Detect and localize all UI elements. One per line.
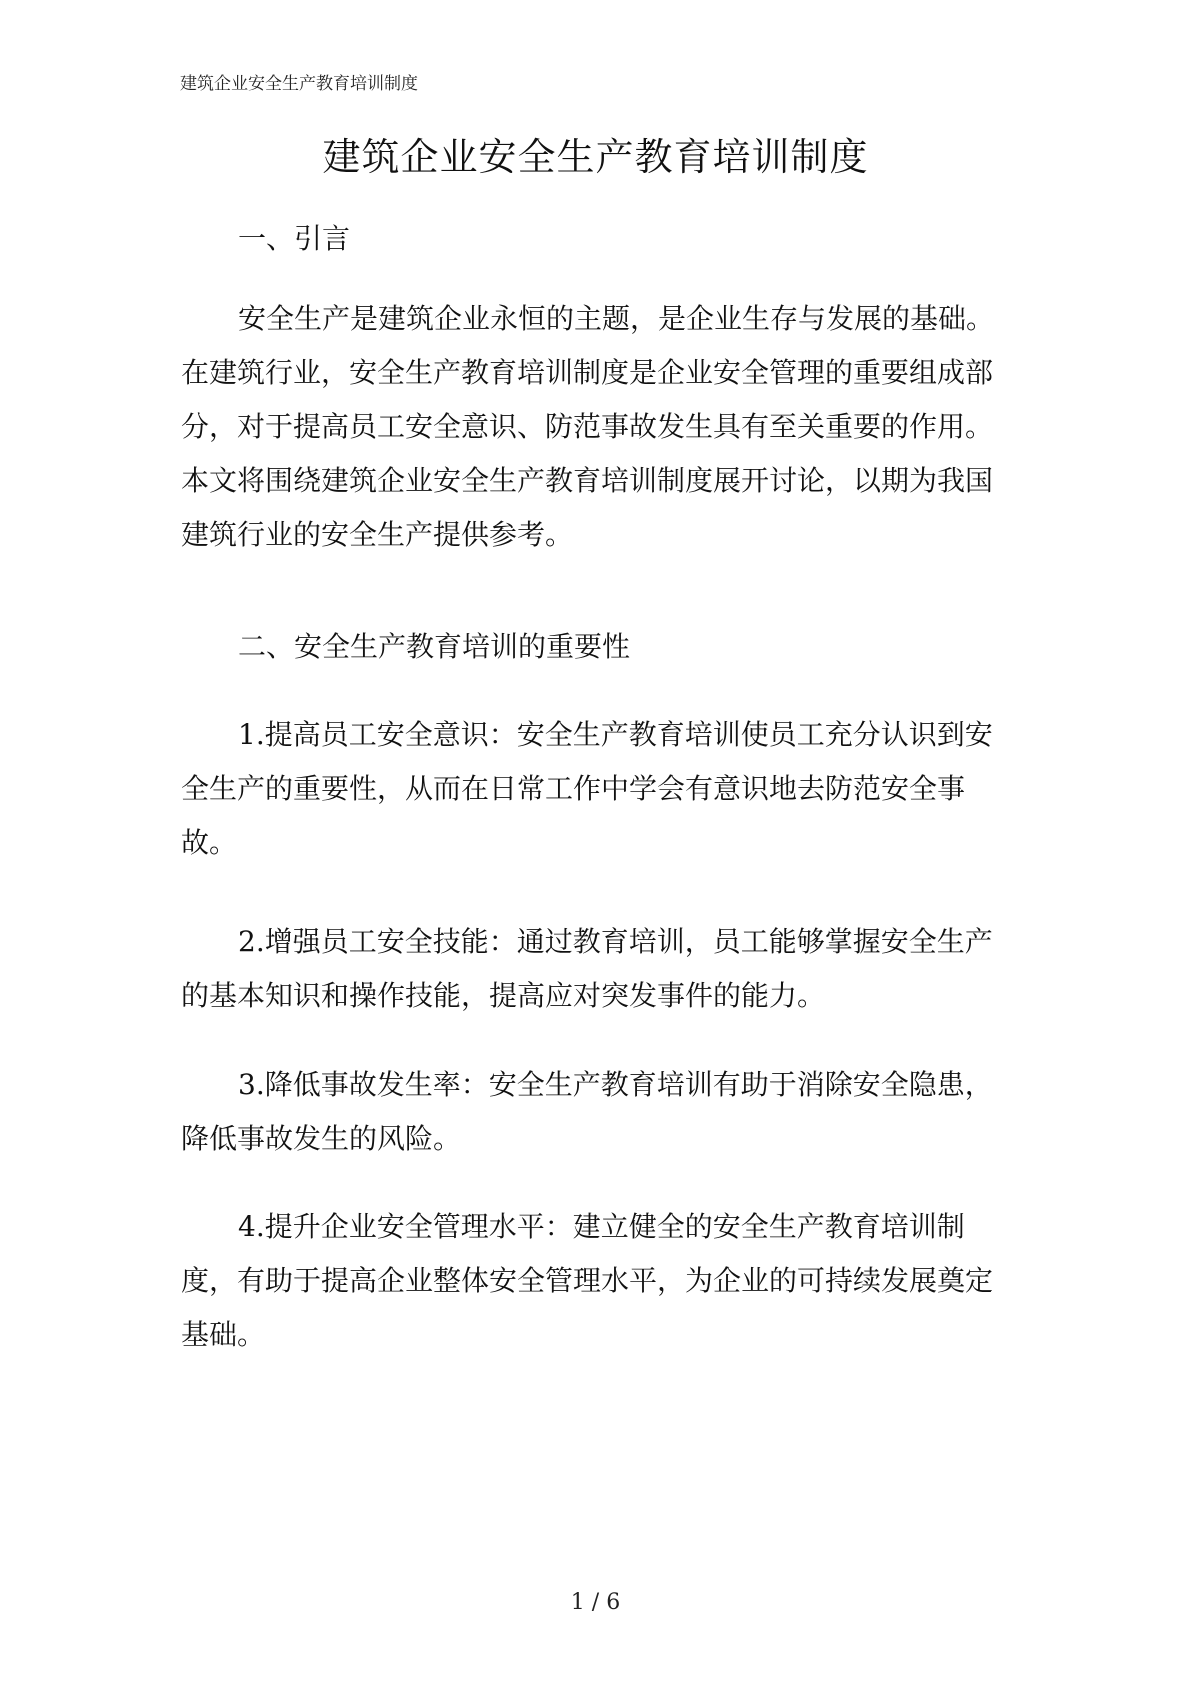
intro-paragraph: [181, 292, 1001, 562]
paragraph-line: 2.增强员工安全技能：通过教育培训，员工能够掌握安全生产: [238, 925, 993, 958]
paragraph-line: 降低事故发生的风险。: [181, 1122, 462, 1155]
document-title: 建筑企业安全生产教育培训制度: [322, 135, 869, 179]
paragraph-line: 度，有助于提高企业整体安全管理水平，为企业的可持续发展奠定: [181, 1264, 994, 1297]
section-heading-intro: [181, 212, 1001, 266]
paragraph-line: 4.提升企业安全管理水平：建立健全的安全生产教育培训制: [238, 1210, 965, 1243]
list-item-1: [181, 708, 1001, 870]
paragraph-line: 全生产的重要性，从而在日常工作中学会有意识地去防范安全事: [181, 772, 966, 805]
running-header: 建筑企业安全生产教育培训制度: [180, 74, 418, 94]
paragraph-line: 本文将围绕建筑企业安全生产教育培训制度展开讨论，以期为我国: [181, 464, 994, 497]
list-item-4: [181, 1200, 1001, 1362]
paragraph-line: 在建筑行业，安全生产教育培训制度是企业安全管理的重要组成部: [181, 356, 994, 389]
paragraph-line: 安全生产是建筑企业永恒的主题，是企业生存与发展的基础。: [238, 302, 995, 335]
paragraph-line: 故。: [181, 826, 238, 859]
list-item-3: [181, 1058, 1001, 1166]
paragraph-line: 1.提高员工安全意识：安全生产教育培训使员工充分认识到安: [238, 718, 993, 751]
paragraph-line: 分，对于提高员工安全意识、防范事故发生具有至关重要的作用。: [181, 410, 994, 443]
paragraph-line: 3.降低事故发生率：安全生产教育培训有助于消除安全隐患，: [238, 1068, 993, 1101]
section-heading-text: 二、安全生产教育培训的重要性: [238, 630, 631, 663]
section-heading-importance: [181, 620, 1001, 674]
paragraph-line: 的基本知识和操作技能，提高应对突发事件的能力。: [181, 979, 826, 1012]
page-number: 1 / 6: [570, 1590, 621, 1615]
paragraph-line: 基础。: [181, 1318, 266, 1351]
section-heading-text: 一、引言: [238, 222, 351, 255]
paragraph-line: 建筑行业的安全生产提供参考。: [181, 518, 574, 551]
list-item-2: [181, 915, 1001, 1023]
